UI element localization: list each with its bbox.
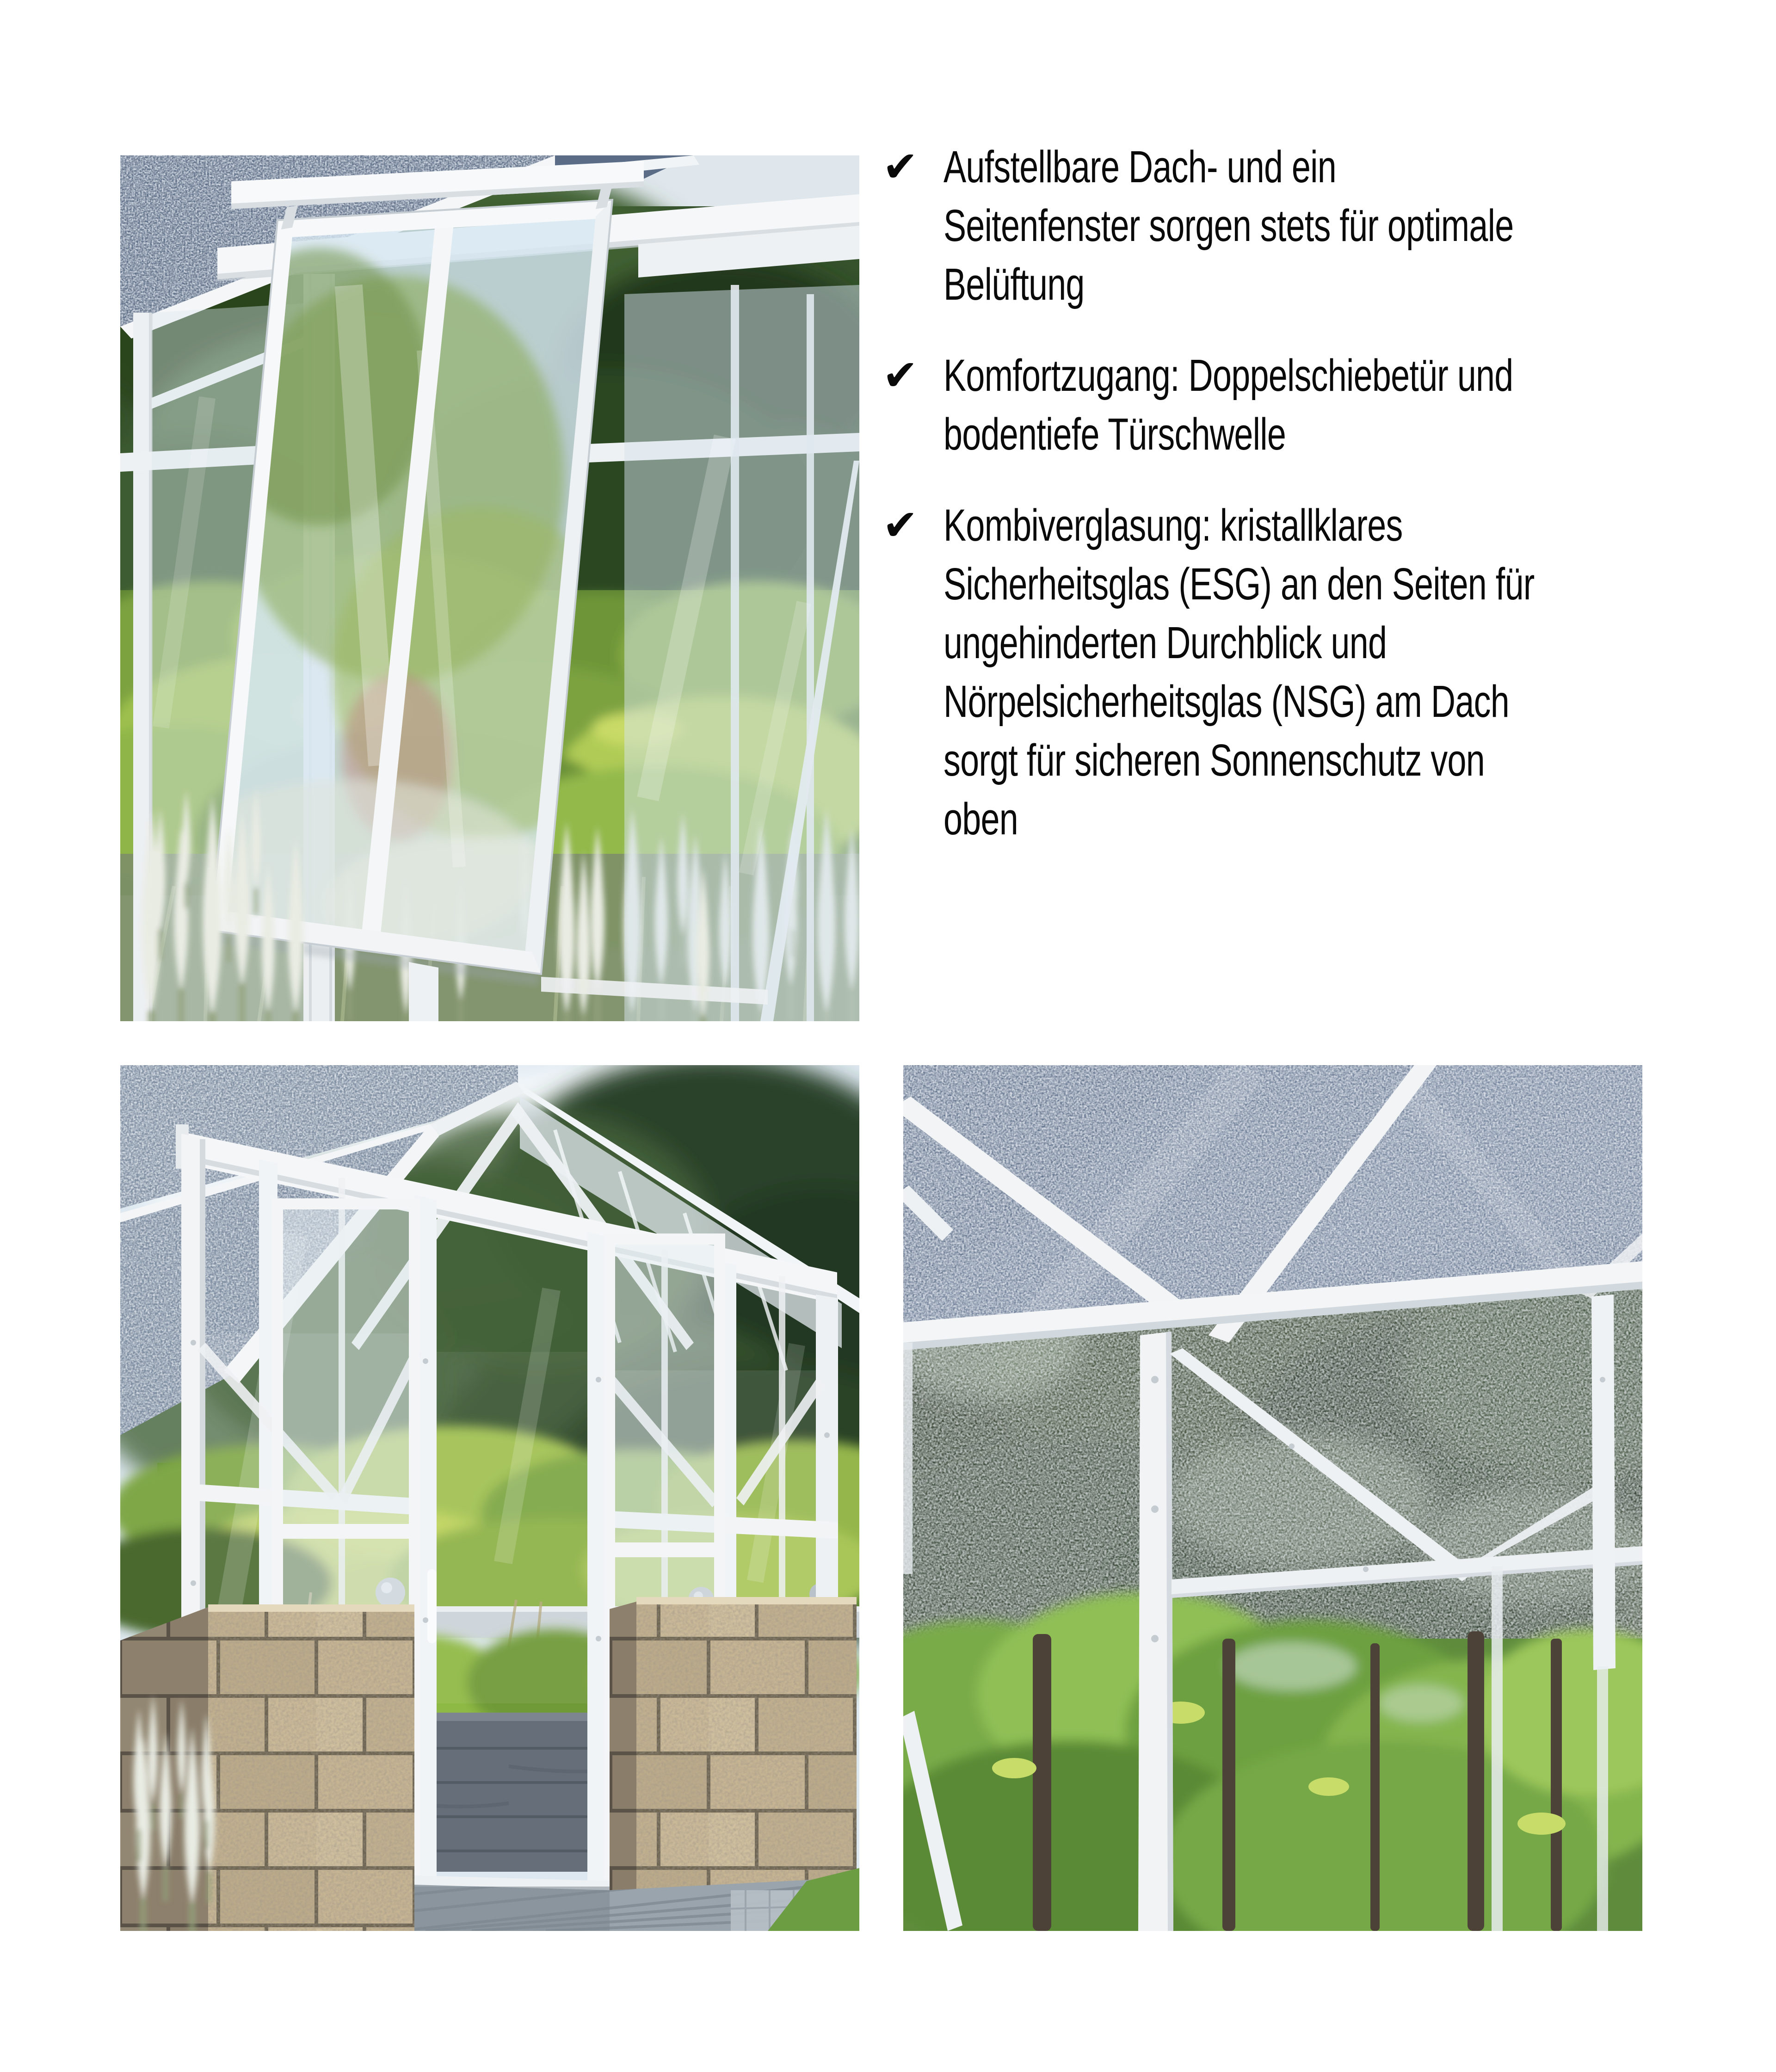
feature-item-access bbox=[882, 346, 1650, 463]
feature-item-ventilation bbox=[882, 137, 1650, 314]
lower-garden-view bbox=[903, 1592, 1642, 1931]
feature-item-glazing bbox=[882, 496, 1650, 848]
feature-text: Kombiverglasung: kristallklares Sicherheitsglas (ESG) an den Seiten für ungehinderten Durchblick und Nörpelsicherheitsglas (NSG) am Dach sorgt für sicheren Sonnenschutz von oben bbox=[944, 500, 1535, 844]
roof-glazing-illustration bbox=[903, 1065, 1642, 1931]
roof-glazing-photo bbox=[903, 1065, 1642, 1931]
side-window-photo bbox=[120, 155, 859, 1021]
side-glass-right bbox=[624, 285, 859, 1021]
feature-list bbox=[882, 137, 1650, 881]
door-handle bbox=[427, 1569, 437, 1643]
sliding-door-photo bbox=[120, 1065, 859, 1931]
check-icon: ✔ bbox=[882, 351, 919, 400]
check-icon: ✔ bbox=[882, 500, 919, 550]
feature-text: Komfortzugang: Doppelschiebetür und bodentiefe Türschwelle bbox=[944, 350, 1513, 459]
sliding-door-illustration bbox=[120, 1065, 859, 1931]
check-icon: ✔ bbox=[882, 142, 919, 191]
side-window-illustration bbox=[120, 155, 859, 1021]
lower-post bbox=[409, 962, 438, 1021]
feature-text: Aufstellbare Dach- und ein Seitenfenster sorgen stets für optimale Belüftung bbox=[944, 142, 1514, 309]
